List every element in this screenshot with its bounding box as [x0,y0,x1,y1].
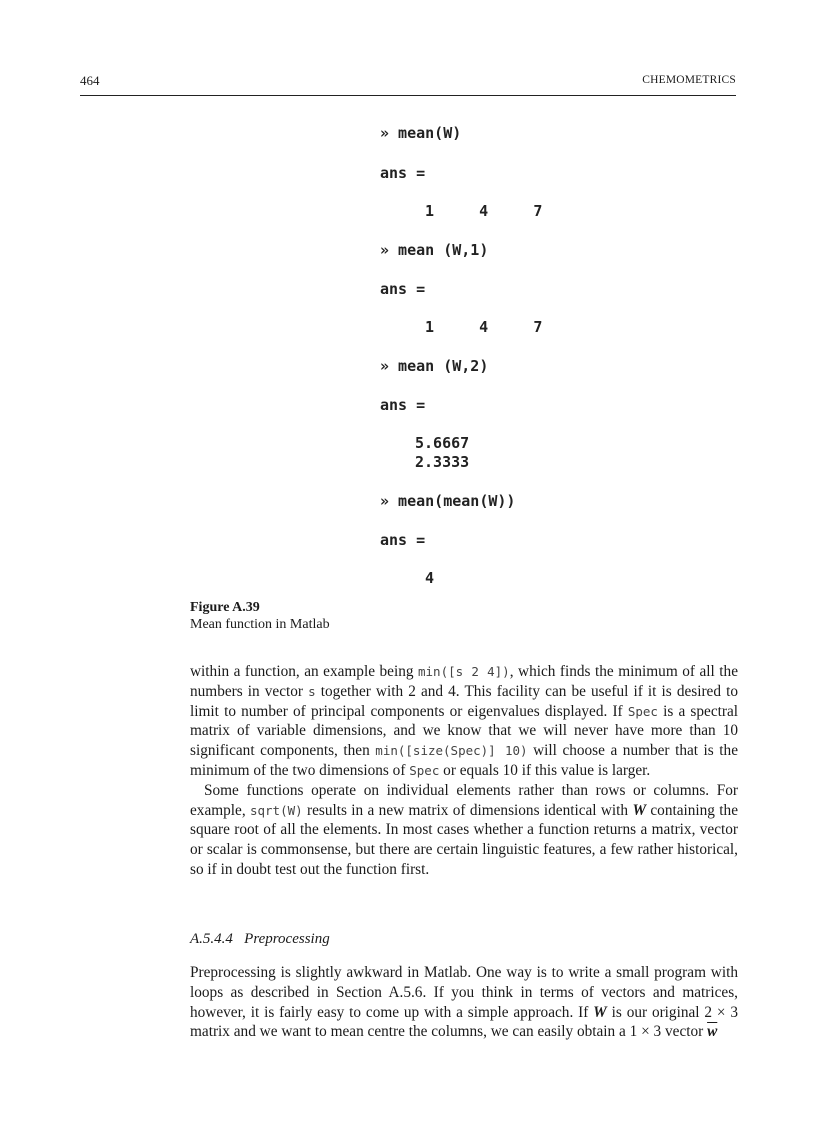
code-line: ans = [380,280,426,298]
body-text-block [190,662,738,880]
inline-code: Spec [627,703,658,719]
inline-code: sqrt(W) [249,802,303,818]
running-title: CHEMOMETRICS [642,74,736,86]
code-line: » mean (W,1) [380,241,489,259]
code-line: 4 [425,569,435,587]
inline-code: Spec [409,762,440,778]
paragraph: Some functions operate on individual elements rather than rows or columns. For example, sqrt(W) results in a new matrix of dimensions identical with W containing the square root of all the elements. In most cases whether a function returns a matrix, vector or scalar is commonsense, but there are certain linguistic features, a few rather historical, so if in doubt test out the function first. [190,781,738,878]
body-text-block [190,963,738,1042]
code-line: 1 4 7 [425,318,543,336]
code-line: 2.3333 [415,453,470,471]
matrix-symbol: W [593,1003,607,1021]
matrix-symbol: W [632,801,647,819]
header-rule [80,95,736,96]
code-line: ans = [380,396,426,414]
code-line: 1 4 7 [425,202,543,220]
inline-code: s [308,683,316,699]
page-number: 464 [80,73,100,88]
code-line: ans = [380,164,426,182]
code-line: » mean(W) [380,124,462,142]
paragraph: Preprocessing is slightly awkward in Matlab. One way is to write a small program with loops as described in Section A.5.6. If you think in terms of vectors and matrices, however, it is fairly easy to come up with a simple approach. If W is our original 2 × 3 matrix and we want to mean centre the columns, we can easily obtain a 1 × 3 vector $\overline{w}$ [190,964,739,1041]
section-heading: A.5.4.4 Preprocessing [190,931,330,947]
code-line: 5.6667 [415,434,470,452]
code-line: » mean(mean(W)) [380,492,516,510]
figure-caption-text: Mean function in Matlab [190,617,330,632]
vector-symbol: $\overline{w}$ [707,1023,718,1041]
inline-code: min([size(Spec)] 10) [375,743,528,759]
paragraph: within a function, an example being min([s 2 4]), which finds the minimum of all the numbers in vector s together with 2 and 4. This facility can be useful if it is desired to limit to number of principal components or eigenvalues displayed. If Spec is a spectral matrix of variable dimensions, and we know that we will never have more than 10 significant components, then min([size(Spec)] 10) will choose a number that is the minimum of the two dimensions of Spec or equals 10 if this value is larger. [190,663,738,779]
code-line: » mean (W,2) [380,357,489,375]
figure-caption-label: Figure A.39 [190,600,260,615]
inline-code: min([s 2 4]) [418,664,510,679]
code-line: ans = [380,531,426,549]
